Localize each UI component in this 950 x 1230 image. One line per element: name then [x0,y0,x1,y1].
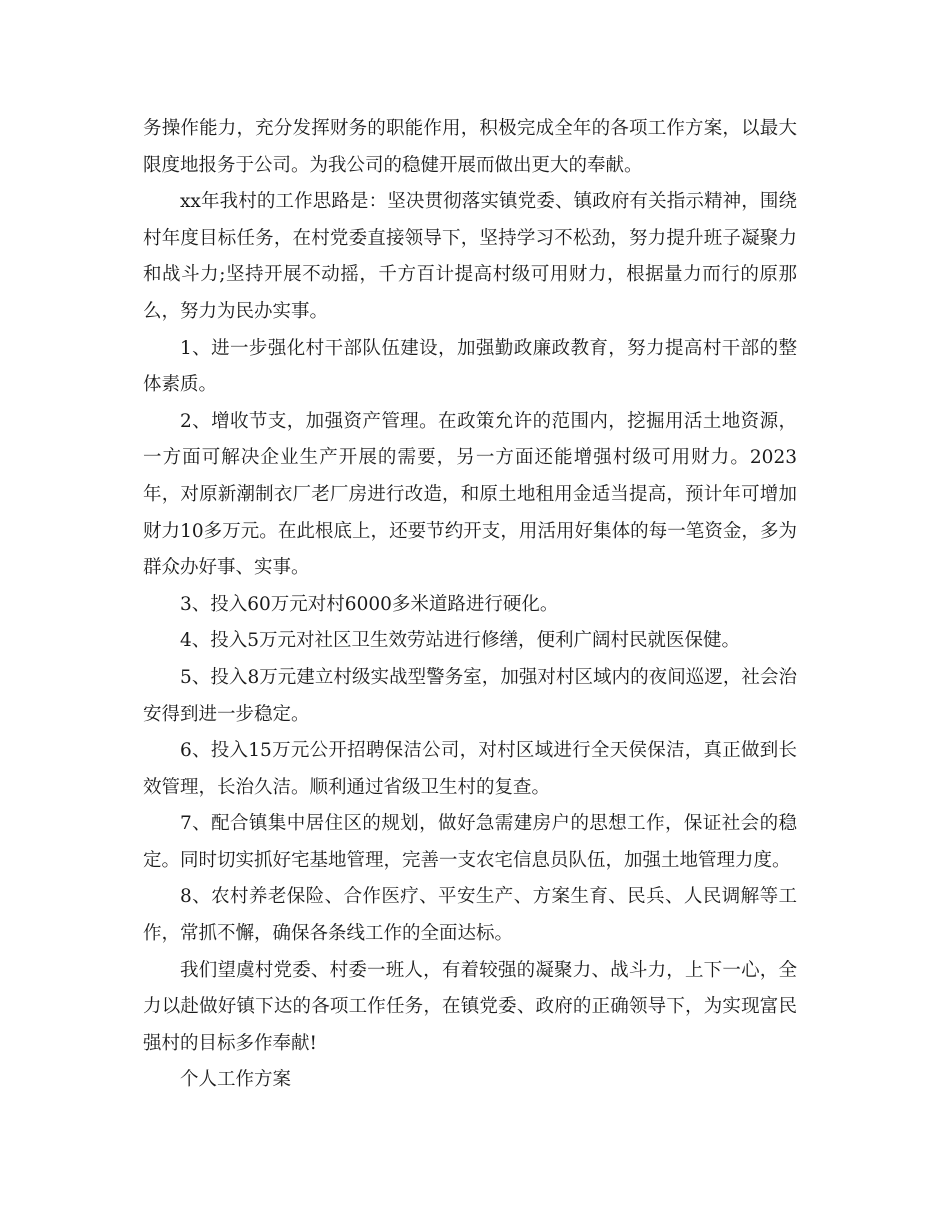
document-body [143,111,797,1099]
paragraph-item-4: 4、投入5万元对社区卫生效劳站进行修缮，便利广阔村民就医保健。 [180,630,741,652]
paragraph-item-5: 5、投入8万元建立村级实战型警务室，加强对村区域内的夜间巡逻，社会治安得到进一步稳定。 [143,666,797,725]
paragraph-item-3: 3、投入60万元对村6000多米道路进行硬化。 [180,593,559,615]
paragraph-item-2: 2、增收节支，加强资产管理。在政策允许的范围内，挖掘用活土地资源，一方面可解决企业生产开展的需要，另一方面还能增强村级可用财力。2023年，对原新潮制衣厂老厂房进行改造，和原土地租用金适当提高，预计年可增加财力10多万元。在此根底上，还要节约开支，用活用好集体的每一笔资金，多为群众办好事、实事。 [143,410,797,579]
paragraph-item-7: 7、配合镇集中居住区的规划，做好急需建房户的思想工作，保证社会的稳定。同时切实抓好宅基地管理，完善一支农宅信息员队伍，加强土地管理力度。 [143,813,797,871]
paragraph-item-1: 1、进一步强化村干部队伍建设，加强勤政廉政教育，努力提高村干部的整体素质。 [143,337,797,396]
paragraph-item-8: 8、农村养老保险、合作医疗、平安生产、方案生育、民兵、人民调解等工作，常抓不懈，确保各条线工作的全面达标。 [143,886,797,945]
paragraph-conclusion: 我们望虞村党委、村委一班人，有着较强的凝聚力、战斗力，上下一心，全力以赴做好镇下达的各项工作任务，在镇党委、政府的正确领导下，为实现富民强村的目标多作奉献! [143,959,797,1054]
paragraph-intro-continuation: 务操作能力，充分发挥财务的职能作用，积极完成全年的各项工作方案，以最大限度地报务于公司。为我公司的稳健开展而做出更大的奉献。 [143,118,797,176]
paragraph-item-6: 6、投入15万元公开招聘保洁公司，对村区域进行全天侯保洁，真正做到长效管理，长治久洁。顺利通过省级卫生村的复查。 [143,740,797,798]
paragraph-work-approach: xx年我村的工作思路是：坚决贯彻落实镇党委、镇政府有关指示精神，围绕村年度目标任务，在村党委直接领导下，坚持学习不松劲，努力提升班子凝聚力和战斗力;坚持开展不动摇，千方百计提高村级可用财力，根据量力而行的原那么，努力为民办实事。 [143,191,797,322]
section-heading-personal-plan: 个人工作方案 [180,1069,292,1091]
